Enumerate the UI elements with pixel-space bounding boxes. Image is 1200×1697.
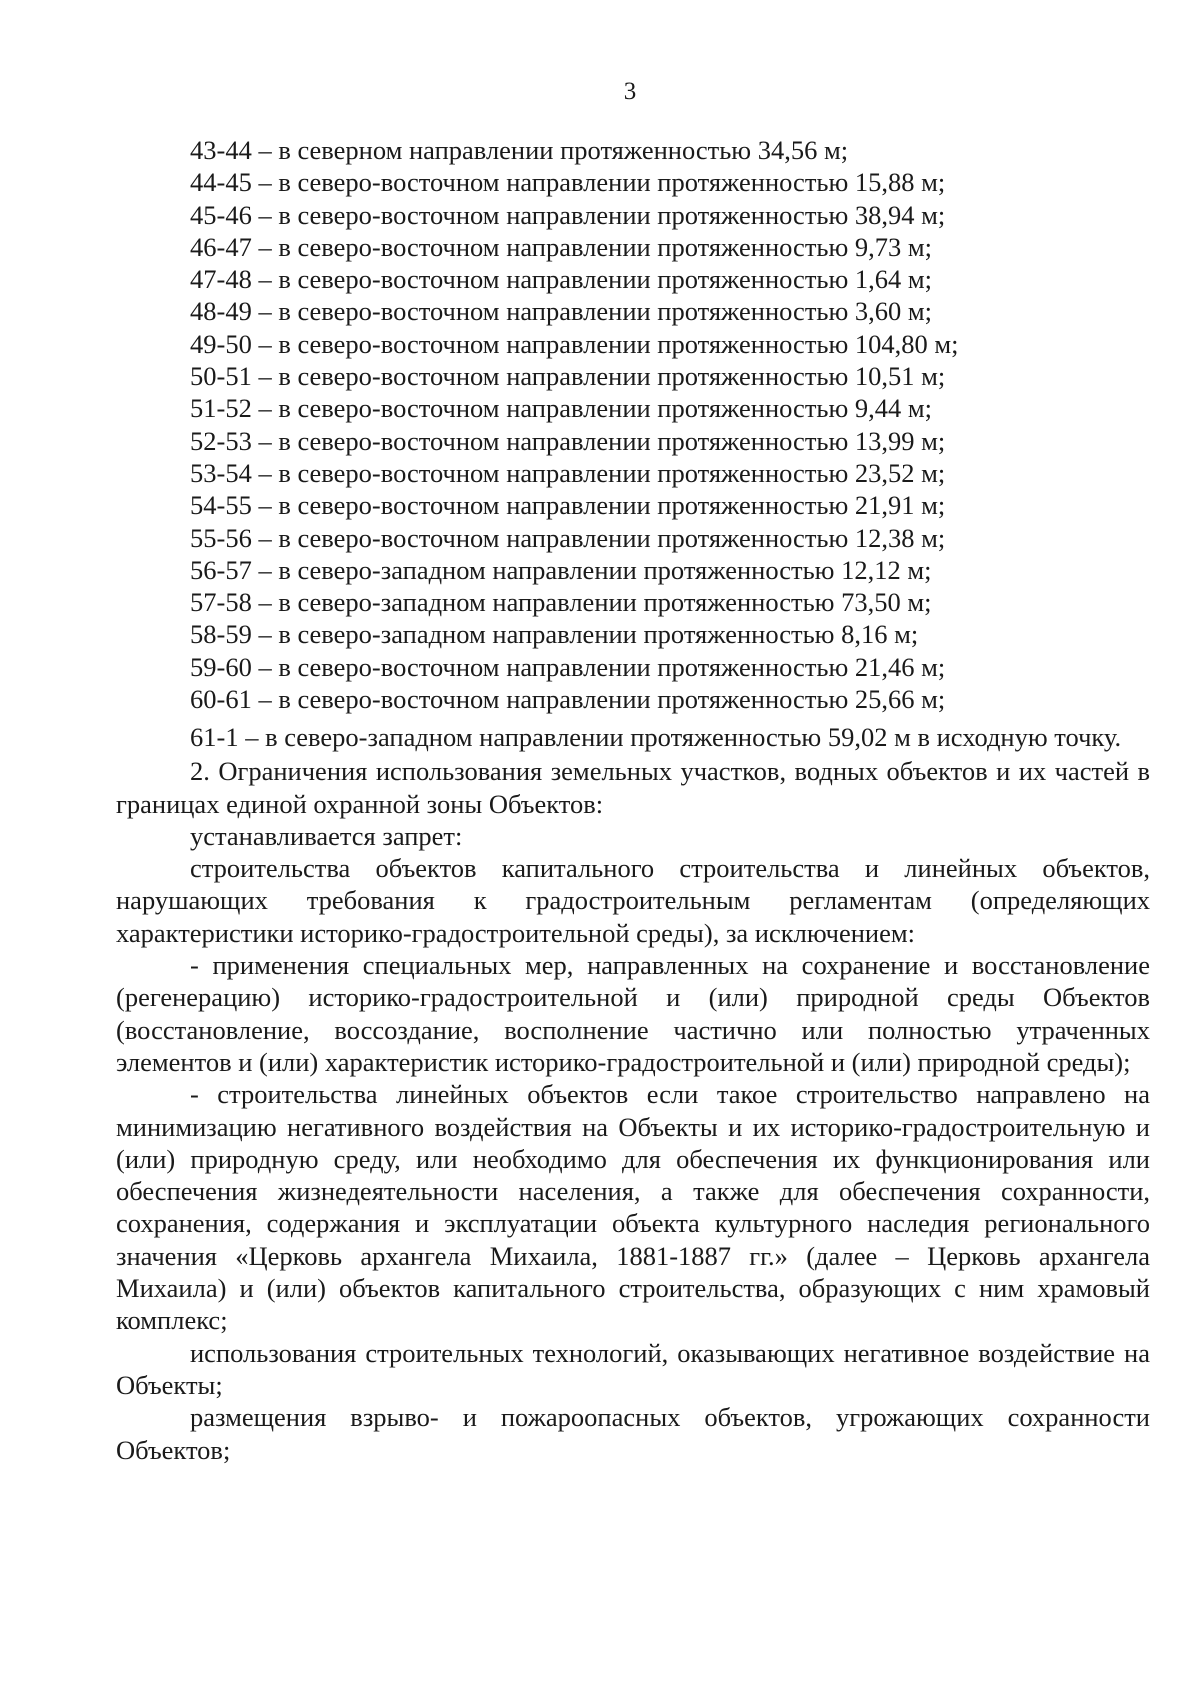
boundary-segment: 47-48 – в северо-восточном направлении протяженностью 1,64 м; [190,264,933,295]
boundary-segment: 46-47 – в северо-восточном направлении протяженностью 9,73 м; [190,231,933,262]
boundary-segment: 53-54 – в северо-восточном направлении протяженностью 23,52 м; [190,457,946,488]
prohibition-intro: устанавливается запрет: [190,820,463,851]
boundary-segment: 45-46 – в северо-восточном направлении протяженностью 38,94 м; [190,199,946,230]
boundary-segment: 50-51 – в северо-восточном направлении протяженностью 10,51 м; [190,361,946,392]
page-number: 3 [623,78,637,105]
construction-restriction-paragraph: строительства объектов капитального строительства и линейных объектов, нарушающих требования к градостроительным регламентам (определяющих характеристики историко-градостроительной среды), за исключением: [116,853,1150,948]
boundary-segment: 51-52 – в северо-восточном направлении протяженностью 9,44 м; [190,393,933,424]
construction-technologies-paragraph: использования строительных технологий, оказывающих негативное воздействие на Объекты; [116,1337,1150,1400]
hazardous-objects-paragraph: размещения взрыво- и пожароопасных объектов, угрожающих сохранности Объектов; [116,1402,1150,1465]
exception-regeneration-paragraph: - применения специальных мер, направленных на сохранение и восстановление (регенерацию) историко-градостроительной и (или) природной среды Объектов (восстановление, воссоздание, восполнение частично или полностью утраченных элементов и (или) характеристик историко-градостроительной и (или) природной среды); [116,950,1150,1077]
exception-linear-objects-paragraph: - строительства линейных объектов если такое строительство направлено на минимизацию негативного воздействия на Объекты и их историко-градостроительную и (или) природную среду, или необходимо для обеспечения их функционирования или обеспечения жизнедеятельности населения, а также для обеспечения сохранности, сохранения, содержания и эксплуатации объекта культурного наследия регионального значения «Церковь архангела Михаила, 1881-1887 гг.» (далее – Церковь архангела Михаила) и (или) объектов капитального строительства, образующих с ним храмовый комплекс; [116,1079,1150,1336]
boundary-segment: 55-56 – в северо-восточном направлении протяженностью 12,38 м; [190,522,946,553]
boundary-segment: 43-44 – в северном направлении протяженностью 34,56 м; [190,135,849,165]
document-body [116,723,1150,1466]
boundary-segment: 54-55 – в северо-восточном направлении протяженностью 21,91 м; [190,490,946,521]
boundary-segment: 56-57 – в северо-западном направлении протяженностью 12,12 м; [190,554,932,585]
last-boundary-segment: 61-1 – в северо-западном направлении протяженностью 59,02 м в исходную точку. [190,722,1122,752]
boundary-segment: 57-58 – в северо-западном направлении протяженностью 73,50 м; [190,587,932,618]
boundary-segment: 52-53 – в северо-восточном направлении протяженностью 13,99 м; [190,425,946,456]
boundary-segment: 58-59 – в северо-западном направлении протяженностью 8,16 м; [190,619,919,650]
boundary-segment-list [0,134,1200,715]
boundary-segment: 49-50 – в северо-восточном направлении протяженностью 104,80 м; [190,328,959,359]
boundary-segment: 60-61 – в северо-восточном направлении протяженностью 25,66 м; [190,684,946,715]
boundary-segment: 48-49 – в северо-восточном направлении протяженностью 3,60 м; [190,296,933,327]
boundary-segment: 44-45 – в северо-восточном направлении протяженностью 15,88 м; [190,167,946,198]
section-2-heading: 2. Ограничения использования земельных участков, водных объектов и их частей в границах единой охранной зоны Объектов: [116,756,1150,819]
boundary-segment: 59-60 – в северо-восточном направлении протяженностью 21,46 м; [190,651,946,682]
